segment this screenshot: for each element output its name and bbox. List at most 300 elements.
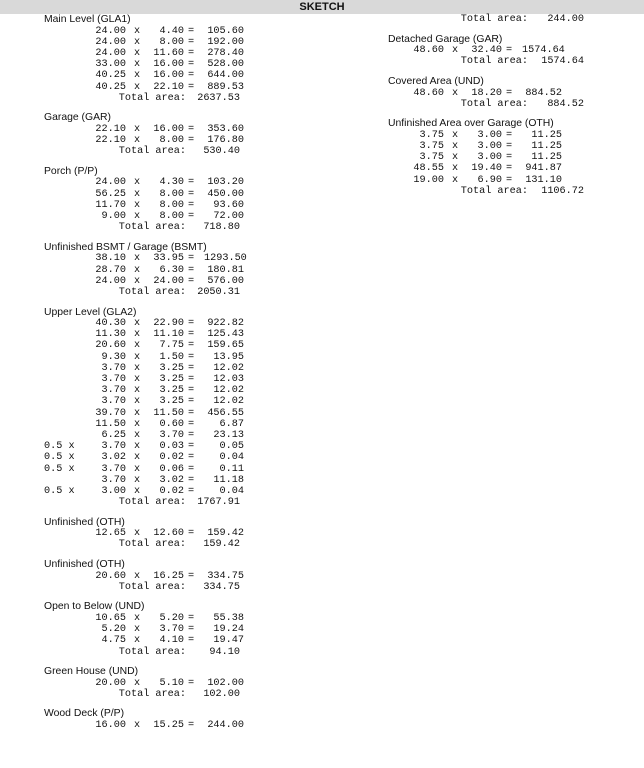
total-area-label: Total area:	[460, 56, 528, 68]
calc-row	[44, 59, 274, 70]
equals-sign: =	[188, 264, 195, 276]
calc-row	[44, 352, 274, 363]
times-sign: x	[133, 677, 141, 689]
equals-sign: =	[188, 570, 195, 582]
equals-sign: =	[188, 677, 195, 689]
calc-row	[44, 624, 274, 635]
times-sign: x	[451, 141, 459, 153]
area-result: 72.00	[213, 211, 244, 222]
dimension-a: 11.50	[95, 418, 126, 430]
equals-sign: =	[188, 452, 195, 464]
times-sign: x	[133, 318, 141, 330]
calc-row	[388, 163, 588, 174]
dimension-b: 0.02	[159, 452, 184, 464]
calc-row	[44, 253, 274, 264]
area-result: 102.00	[207, 677, 244, 689]
dimension-b: 3.25	[159, 396, 184, 408]
dimension-a: 48.60	[413, 45, 444, 57]
equals-sign: =	[188, 199, 195, 211]
equals-sign: =	[188, 123, 195, 135]
area-result: 180.81	[207, 264, 244, 276]
equals-sign: =	[506, 87, 513, 99]
dimension-a: 22.10	[95, 135, 126, 147]
calc-row	[44, 363, 274, 374]
dimension-a: 38.10	[95, 253, 126, 265]
total-area-value: 159.42	[203, 539, 240, 551]
dimension-b: 8.00	[159, 135, 184, 147]
equals-sign: =	[188, 253, 195, 265]
section-title: Main Level (GLA1)	[44, 14, 131, 25]
calc-row	[44, 441, 274, 452]
equals-sign: =	[188, 485, 195, 497]
section-gap	[44, 298, 274, 306]
equals-sign: =	[506, 45, 513, 57]
dimension-b: 32.40	[471, 45, 502, 57]
dimension-b: 12.60	[153, 528, 184, 540]
dimension-a: 3.75	[419, 141, 444, 153]
equals-sign: =	[188, 25, 195, 37]
total-area-value: 244.00	[547, 14, 584, 25]
dimension-a: 6.25	[101, 429, 126, 441]
right-column	[388, 14, 588, 197]
equals-sign: =	[188, 211, 195, 222]
equals-sign: =	[188, 188, 195, 200]
total-area-value: 1767.91	[197, 497, 240, 509]
dimension-a: 5.20	[101, 624, 126, 636]
times-sign: x	[133, 485, 141, 497]
equals-sign: =	[506, 174, 513, 186]
dimension-a: 3.70	[101, 441, 126, 453]
times-sign: x	[133, 374, 141, 386]
area-result: 0.11	[219, 463, 244, 475]
dimension-b: 0.60	[159, 418, 184, 430]
calc-row	[44, 486, 274, 497]
equals-sign: =	[188, 362, 195, 374]
area-result: 353.60	[207, 123, 244, 135]
calc-row	[44, 720, 274, 731]
equals-sign: =	[506, 141, 513, 153]
total-area-value: 334.75	[203, 581, 240, 593]
times-sign: x	[133, 123, 141, 135]
section-title: Unfinished BSMT / Garage (BSMT)	[44, 241, 207, 253]
calc-row	[44, 613, 274, 624]
calc-row	[388, 45, 588, 56]
times-sign: x	[133, 474, 141, 486]
total-area-label: Total area:	[460, 98, 528, 110]
equals-sign: =	[188, 135, 195, 147]
area-result: 1574.64	[522, 45, 565, 57]
calc-row	[44, 374, 274, 385]
calc-row	[44, 318, 274, 329]
dimension-a: 39.70	[95, 407, 126, 419]
equals-sign: =	[188, 407, 195, 419]
dimension-b: 3.70	[159, 624, 184, 636]
times-sign: x	[133, 362, 141, 374]
calc-row	[44, 70, 274, 81]
dimension-a: 3.70	[101, 374, 126, 386]
section-gap	[44, 233, 274, 241]
calc-row	[44, 408, 274, 419]
times-sign: x	[133, 635, 141, 647]
dimension-b: 6.90	[477, 174, 502, 186]
dimension-a: 11.70	[95, 199, 126, 211]
dimension-a: 19.00	[413, 174, 444, 186]
times-sign: x	[133, 36, 141, 48]
equals-sign: =	[188, 36, 195, 48]
total-area-label: Total area:	[118, 539, 186, 551]
dimension-b: 11.10	[153, 329, 184, 341]
calc-row	[44, 396, 274, 407]
calc-row	[44, 82, 274, 93]
area-result: 11.25	[531, 141, 562, 153]
calc-row	[44, 26, 274, 37]
times-sign: x	[133, 135, 141, 147]
dimension-b: 0.06	[159, 463, 184, 475]
section-title: Green House (UND)	[44, 666, 139, 678]
times-sign: x	[133, 570, 141, 582]
total-area-row	[44, 539, 274, 550]
calc-row	[44, 265, 274, 276]
section-gap	[44, 508, 274, 516]
area-result: 11.18	[213, 474, 244, 486]
area-result: 12.02	[213, 362, 244, 374]
calc-row	[44, 177, 274, 188]
total-area-row	[44, 146, 274, 157]
equals-sign: =	[188, 47, 195, 59]
area-result: 19.24	[213, 624, 244, 636]
total-area-label: Total area:	[118, 688, 186, 700]
page-title: SKETCH	[299, 1, 345, 13]
calc-row	[44, 385, 274, 396]
equals-sign: =	[188, 318, 195, 330]
equals-sign: =	[188, 385, 195, 397]
area-result: 103.20	[207, 177, 244, 189]
area-result: 176.80	[207, 135, 244, 147]
area-result: 456.55	[207, 407, 244, 419]
total-area-label: Total area:	[118, 497, 186, 509]
times-sign: x	[451, 163, 459, 175]
area-result: 0.04	[219, 452, 244, 464]
area-result: 12.02	[213, 396, 244, 408]
equals-sign: =	[188, 340, 195, 352]
area-result: 334.75	[207, 570, 244, 582]
dimension-b: 11.50	[153, 407, 184, 419]
area-result: 576.00	[207, 275, 244, 287]
calc-row	[388, 141, 588, 152]
area-result: 12.02	[213, 385, 244, 397]
dimension-a: 24.00	[95, 177, 126, 189]
dimension-b: 15.25	[153, 720, 184, 732]
dimension-a: 48.60	[413, 87, 444, 99]
area-result: 941.87	[525, 163, 562, 175]
times-sign: x	[133, 211, 141, 222]
times-sign: x	[133, 396, 141, 408]
dimension-b: 3.00	[477, 141, 502, 153]
total-area-row	[44, 222, 274, 233]
dimension-b: 8.00	[159, 199, 184, 211]
dimension-a: 3.70	[101, 463, 126, 475]
section-gap	[388, 25, 588, 33]
dimension-a: 22.10	[95, 123, 126, 135]
dimension-a: 20.00	[95, 677, 126, 689]
calc-row	[388, 175, 588, 186]
times-sign: x	[133, 407, 141, 419]
equals-sign: =	[188, 418, 195, 430]
multiplier: 0.5 x	[44, 485, 75, 497]
times-sign: x	[133, 452, 141, 464]
times-sign: x	[133, 275, 141, 287]
times-sign: x	[133, 340, 141, 352]
dimension-a: 3.70	[101, 474, 126, 486]
left-column	[44, 14, 274, 731]
times-sign: x	[451, 87, 459, 99]
equals-sign: =	[188, 624, 195, 636]
calc-row	[44, 419, 274, 430]
times-sign: x	[133, 720, 141, 732]
dimension-a: 24.00	[95, 36, 126, 48]
times-sign: x	[133, 385, 141, 397]
calc-row	[44, 528, 274, 539]
times-sign: x	[133, 188, 141, 200]
times-sign: x	[133, 612, 141, 624]
times-sign: x	[133, 329, 141, 341]
area-result: 450.00	[207, 188, 244, 200]
equals-sign: =	[188, 429, 195, 441]
times-sign: x	[133, 441, 141, 453]
dimension-a: 33.00	[95, 59, 126, 71]
dimension-a: 28.70	[95, 264, 126, 276]
total-area-row	[388, 186, 588, 197]
section-title: Garage (GAR)	[44, 112, 111, 124]
dimension-a: 3.70	[101, 396, 126, 408]
times-sign: x	[133, 70, 141, 82]
section-gap	[44, 104, 274, 112]
dimension-b: 4.40	[159, 25, 184, 37]
dimension-b: 0.02	[159, 485, 184, 497]
section-gap	[44, 551, 274, 559]
dimension-a: 48.55	[413, 163, 444, 175]
dimension-a: 4.75	[101, 635, 126, 647]
calc-row	[44, 37, 274, 48]
total-area-label: Total area:	[118, 92, 186, 104]
calc-row	[44, 678, 274, 689]
total-area-label: Total area:	[118, 286, 186, 298]
calc-row	[44, 430, 274, 441]
dimension-b: 6.30	[159, 264, 184, 276]
equals-sign: =	[506, 152, 513, 164]
equals-sign: =	[188, 329, 195, 341]
area-result: 93.60	[213, 199, 244, 211]
dimension-b: 33.95	[153, 253, 184, 265]
area-result: 159.42	[207, 528, 244, 540]
area-result: 192.00	[207, 36, 244, 48]
dimension-b: 19.40	[471, 163, 502, 175]
equals-sign: =	[188, 396, 195, 408]
area-result: 922.82	[207, 318, 244, 330]
dimension-a: 9.00	[101, 211, 126, 222]
times-sign: x	[133, 199, 141, 211]
calc-row	[388, 88, 588, 99]
total-area-label: Total area:	[118, 222, 186, 234]
total-area-value: 530.40	[203, 146, 240, 158]
dimension-b: 24.00	[153, 275, 184, 287]
dimension-a: 3.70	[101, 362, 126, 374]
section-gap	[388, 68, 588, 76]
area-result: 884.52	[525, 87, 562, 99]
dimension-a: 24.00	[95, 25, 126, 37]
section-title: Unfinished Area over Garage (OTH)	[388, 118, 554, 130]
equals-sign: =	[188, 177, 195, 189]
calc-row	[44, 340, 274, 351]
dimension-a: 10.65	[95, 612, 126, 624]
section-title: Unfinished (OTH)	[44, 559, 125, 571]
total-area-row	[388, 14, 588, 25]
equals-sign: =	[188, 720, 195, 732]
dimension-b: 16.00	[153, 59, 184, 71]
dimension-b: 3.25	[159, 374, 184, 386]
total-area-label: Total area:	[118, 581, 186, 593]
total-area-row	[44, 689, 274, 700]
dimension-b: 8.00	[159, 188, 184, 200]
times-sign: x	[133, 177, 141, 189]
total-area-value: 1574.64	[541, 56, 584, 68]
total-area-label: Total area:	[460, 14, 528, 25]
total-area-row	[44, 497, 274, 508]
section-title: Detached Garage (GAR)	[388, 33, 503, 45]
area-result: 19.47	[213, 635, 244, 647]
multiplier: 0.5 x	[44, 463, 75, 475]
times-sign: x	[133, 264, 141, 276]
total-area-label: Total area:	[118, 146, 186, 158]
dimension-b: 16.00	[153, 123, 184, 135]
calc-row	[44, 189, 274, 200]
equals-sign: =	[188, 441, 195, 453]
section-gap	[388, 110, 588, 118]
total-area-row	[44, 287, 274, 298]
multiplier: 0.5 x	[44, 441, 75, 453]
area-result: 13.95	[213, 351, 244, 363]
times-sign: x	[133, 81, 141, 93]
calc-row	[44, 464, 274, 475]
dimension-b: 22.90	[153, 318, 184, 330]
total-area-label: Total area:	[460, 185, 528, 197]
total-area-value: 94.10	[209, 646, 240, 658]
dimension-b: 22.10	[153, 81, 184, 93]
total-area-label: Total area:	[118, 646, 186, 658]
area-result: 159.65	[207, 340, 244, 352]
dimension-a: 11.30	[95, 329, 126, 341]
section-title: Porch (P/P)	[44, 165, 98, 177]
dimension-a: 20.60	[95, 340, 126, 352]
area-result: 11.25	[531, 152, 562, 164]
calc-row	[44, 452, 274, 463]
calc-row	[388, 152, 588, 163]
equals-sign: =	[188, 463, 195, 475]
times-sign: x	[133, 253, 141, 265]
dimension-b: 11.60	[153, 47, 184, 59]
area-result: 278.40	[207, 47, 244, 59]
equals-sign: =	[188, 70, 195, 82]
dimension-b: 5.20	[159, 612, 184, 624]
area-result: 23.13	[213, 429, 244, 441]
total-area-value: 2637.53	[197, 92, 240, 104]
equals-sign: =	[506, 163, 513, 175]
dimension-a: 3.75	[419, 152, 444, 164]
area-result: 125.43	[207, 329, 244, 341]
calc-row	[388, 130, 588, 141]
dimension-a: 40.25	[95, 70, 126, 82]
dimension-a: 3.75	[419, 129, 444, 141]
equals-sign: =	[188, 81, 195, 93]
equals-sign: =	[188, 612, 195, 624]
dimension-b: 18.20	[471, 87, 502, 99]
times-sign: x	[133, 463, 141, 475]
equals-sign: =	[188, 528, 195, 540]
dimension-a: 56.25	[95, 188, 126, 200]
times-sign: x	[133, 624, 141, 636]
section-title: Covered Area (UND)	[388, 75, 484, 87]
dimension-b: 8.00	[159, 211, 184, 222]
area-result: 889.53	[207, 81, 244, 93]
area-result: 0.05	[219, 441, 244, 453]
dimension-b: 16.25	[153, 570, 184, 582]
calc-row	[44, 135, 274, 146]
times-sign: x	[133, 351, 141, 363]
calc-row	[44, 475, 274, 486]
area-result: 105.60	[207, 25, 244, 37]
total-area-row	[44, 93, 274, 104]
section-gap	[44, 700, 274, 708]
dimension-a: 24.00	[95, 47, 126, 59]
area-result: 0.04	[219, 485, 244, 497]
total-area-row	[388, 99, 588, 110]
equals-sign: =	[188, 635, 195, 647]
equals-sign: =	[188, 59, 195, 71]
dimension-b: 3.00	[477, 152, 502, 164]
total-area-row	[44, 647, 274, 658]
dimension-b: 4.10	[159, 635, 184, 647]
multiplier: 0.5 x	[44, 452, 75, 464]
area-result: 12.03	[213, 374, 244, 386]
section-title: Unfinished (OTH)	[44, 516, 125, 528]
section-title: Upper Level (GLA2)	[44, 306, 137, 318]
calc-row	[44, 329, 274, 340]
times-sign: x	[133, 418, 141, 430]
area-result: 644.00	[207, 70, 244, 82]
times-sign: x	[451, 152, 459, 164]
dimension-b: 8.00	[159, 36, 184, 48]
dimension-b: 3.00	[477, 129, 502, 141]
area-result: 244.00	[207, 720, 244, 732]
times-sign: x	[451, 45, 459, 57]
dimension-a: 3.00	[101, 485, 126, 497]
section-gap	[44, 157, 274, 165]
dimension-a: 40.25	[95, 81, 126, 93]
times-sign: x	[133, 429, 141, 441]
times-sign: x	[133, 528, 141, 540]
dimension-a: 16.00	[95, 720, 126, 732]
area-result: 55.38	[213, 612, 244, 624]
calc-row	[44, 211, 274, 222]
area-result: 528.00	[207, 59, 244, 71]
dimension-a: 3.02	[101, 452, 126, 464]
calc-row	[44, 571, 274, 582]
dimension-b: 5.10	[159, 677, 184, 689]
total-area-value: 1106.72	[541, 185, 584, 197]
dimension-b: 0.03	[159, 441, 184, 453]
equals-sign: =	[188, 374, 195, 386]
total-area-value: 718.80	[203, 222, 240, 234]
